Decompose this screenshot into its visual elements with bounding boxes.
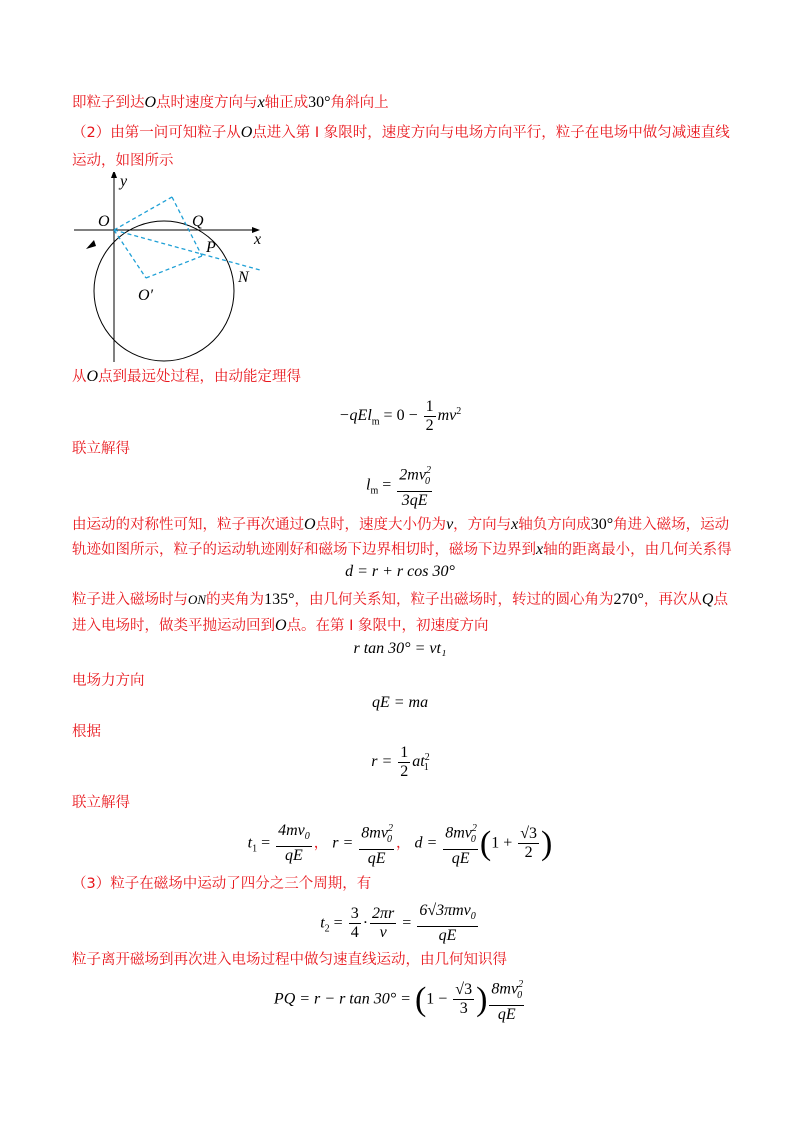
text-line-14: 粒子离开磁场到再次进入电场过程中做匀速直线运动，由几何知识得 (72, 952, 507, 968)
label-p: P (206, 239, 216, 256)
motion-arrow (86, 240, 96, 249)
fraction (349, 905, 361, 942)
symbol-o: O (275, 617, 287, 634)
text: 点进入第 I 象限时，速度方向与电场方向平行，粒子在电场中做匀减速直线 (252, 125, 730, 141)
eq-term: r = (332, 834, 358, 852)
label-q: Q (192, 213, 204, 230)
eq-sup: 2 (518, 979, 524, 990)
eq-term: l (366, 476, 371, 494)
text-line-10: 电场力方向 (72, 673, 145, 689)
eq-sup: 2 (471, 823, 477, 834)
eq-term: t (247, 834, 253, 852)
symbol-on: ON (188, 592, 207, 607)
denominator: 2 (400, 763, 409, 780)
trajectory-figure (72, 172, 272, 372)
symbol-o: O (144, 94, 157, 111)
eq-sub: m (370, 485, 379, 497)
equation-8 (0, 902, 800, 945)
left-paren: ( (414, 980, 427, 1018)
symbol-o: O (86, 368, 99, 385)
numerator: 1 (425, 398, 434, 415)
y-axis-arrow (111, 172, 117, 178)
denominator: 4 (350, 924, 359, 942)
text-line-7 (72, 540, 732, 560)
denominator: 3 (453, 999, 474, 1018)
eq-sub: 0 (517, 989, 523, 1001)
text: 角斜向上 (330, 95, 389, 111)
eq-sup: 2 (424, 751, 430, 763)
fraction (359, 820, 394, 868)
eq-term: 8mv (445, 824, 472, 842)
eq-term: = (329, 914, 347, 932)
numerator (397, 462, 432, 491)
text: 轨迹如图所示，粒子的运动轨迹刚好和磁场下边界相切时，磁场下边界到 (72, 542, 536, 558)
eq-sub: 0 (470, 833, 476, 845)
right-paren: ) (541, 824, 553, 862)
eq-sub: 0 (424, 475, 430, 487)
eq-term: = (398, 914, 416, 932)
eq-term: PQ = r − r tan 30° = (273, 990, 415, 1008)
text-line-4 (72, 367, 301, 387)
fraction (276, 822, 312, 865)
eq-term: t (320, 914, 325, 932)
text-line-2 (72, 123, 730, 143)
eq-sub: 1 (423, 762, 429, 774)
numerator: √3 (455, 981, 473, 999)
label-o-prime: O′ (138, 287, 154, 304)
text: 点时，速度大小仍为 (315, 517, 447, 533)
equation-3: d = r + r cos 30° (345, 563, 455, 580)
dashed-line-on (114, 230, 260, 270)
symbol-x: x (511, 516, 519, 533)
text-line-13: （3）粒子在磁场中运动了四分之三个周期，有 (72, 876, 372, 892)
left-paren: ( (479, 824, 492, 862)
eq-sup: 2 (387, 823, 393, 834)
equation-6 (0, 744, 800, 781)
equation-5: qE = ma (371, 694, 429, 711)
fraction (489, 976, 524, 1024)
text: 点时速度方向与 (156, 95, 258, 111)
fraction (398, 744, 410, 781)
numerator (359, 820, 394, 849)
text-line-6 (72, 515, 729, 535)
text-line-12: 联立解得 (72, 795, 130, 811)
numerator (417, 902, 477, 926)
eq-term: −qEl (338, 407, 372, 425)
eq-term: 2mv (399, 466, 426, 484)
text: 轴正成 (264, 95, 309, 111)
numerator: 1 (400, 744, 409, 761)
denominator: qE (443, 849, 478, 868)
eq-sup: 2 (456, 405, 462, 417)
denominator: qE (359, 849, 394, 868)
eq-term: 4mv (278, 822, 305, 840)
text-line-9 (72, 616, 489, 636)
text-line-5: 联立解得 (72, 441, 130, 457)
eq-sup: 2 (425, 465, 431, 476)
text: 进入电场时，做类平抛运动回到 (72, 618, 275, 634)
symbol-q: Q (701, 591, 714, 608)
text: （2）由第一问可知粒子从 (72, 125, 241, 141)
fraction (397, 462, 432, 510)
denominator: 2 (518, 843, 539, 862)
eq-term: r = (371, 753, 397, 771)
fraction (453, 981, 474, 1018)
numerator: √3 (520, 825, 538, 843)
text: 点 (713, 592, 728, 608)
denominator: v (370, 923, 396, 942)
text: 粒子进入磁场时与 (72, 592, 188, 608)
fraction (518, 825, 539, 862)
label-x: x (254, 231, 262, 248)
eq-term: = (257, 834, 275, 852)
text: 从 (72, 369, 87, 385)
eq-term: mv (437, 407, 457, 425)
numerator (276, 822, 312, 846)
numerator: 2πr (372, 905, 395, 923)
symbol-o: O (240, 124, 253, 141)
numerator (489, 976, 524, 1005)
text-line-3: 运动，如图所示 (72, 153, 174, 169)
text: 的夹角为 (206, 592, 265, 608)
symbol-x: x (257, 94, 265, 111)
angle: 135° (264, 591, 295, 608)
eq-sub: 0 (304, 831, 310, 843)
text: ，再次从 (643, 592, 702, 608)
text: 角进入磁场，运动 (613, 517, 730, 533)
denominator: 3qE (397, 491, 432, 510)
label-n: N (238, 269, 249, 286)
dashed-line (146, 256, 202, 278)
eq-term: at (412, 753, 425, 771)
eq-sub: 0 (386, 833, 392, 845)
eq-sub: 2 (324, 923, 330, 935)
equation-9 (0, 976, 800, 1024)
fraction (417, 902, 477, 945)
eq-term: 8mv (361, 824, 388, 842)
eq-term: 1 − (426, 990, 452, 1008)
fraction (443, 820, 478, 868)
eq-term: d = (414, 834, 442, 852)
eq-term: 8mv (491, 980, 519, 998)
text: 轴的距离最小，由几何关系得 (543, 542, 732, 558)
separator: ， (313, 835, 329, 852)
eq-sub: m (371, 416, 380, 428)
eq-term: = 0 − (379, 407, 422, 425)
text: ，由几何关系知，粒子出磁场时，转过的圆心角为 (294, 592, 614, 608)
fraction (424, 398, 436, 435)
equation-2 (0, 462, 800, 510)
separator: ， (395, 835, 411, 852)
text: 点到最远处过程，由动能定理得 (98, 369, 302, 385)
text: 即粒子到达 (72, 95, 145, 111)
eq-sub: 1 (252, 843, 258, 855)
text-line-8 (72, 590, 728, 610)
denominator: qE (489, 1005, 524, 1024)
symbol-o: O (304, 516, 316, 533)
angle: 30° (308, 94, 331, 111)
dashed-line (114, 197, 172, 230)
angle: 30° (590, 516, 614, 533)
text-line-1 (72, 93, 389, 113)
denominator: qE (417, 926, 477, 945)
label-o: O (98, 213, 110, 230)
numerator: 3 (350, 905, 359, 923)
symbol-v: v (446, 516, 454, 533)
eq-term: 6√3πmv (419, 902, 471, 919)
equation-4: r tan 30° = vt₁ (353, 640, 447, 657)
fraction (370, 905, 396, 942)
text: 点。在第 I 象限中，初速度方向 (286, 618, 489, 634)
denominator: qE (276, 846, 312, 865)
equation-7 (0, 820, 800, 868)
numerator (443, 820, 478, 849)
eq-sub: 0 (470, 911, 476, 923)
text: 轴负方向成 (518, 517, 591, 533)
text: ，方向与 (453, 517, 512, 533)
angle: 270° (613, 591, 644, 608)
text: 由运动的对称性可知，粒子再次通过 (72, 517, 304, 533)
eq-term: · (362, 914, 369, 932)
eq-term: 1 + (491, 834, 517, 852)
label-y: y (120, 173, 128, 190)
text-line-11: 根据 (72, 724, 101, 740)
equation-1 (0, 398, 800, 435)
right-paren: ) (476, 980, 488, 1018)
denominator: 2 (425, 417, 434, 434)
symbol-x: x (536, 541, 544, 558)
eq-term: = (378, 476, 396, 494)
